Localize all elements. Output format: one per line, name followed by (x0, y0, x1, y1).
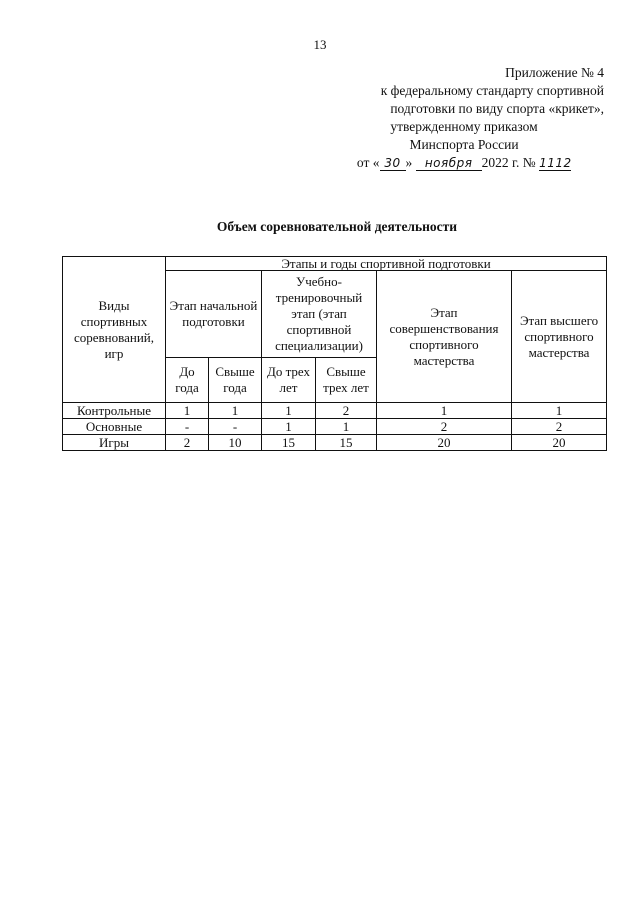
subheader-initial-over-year: Свыше года (209, 358, 262, 403)
date-mid: » (405, 155, 413, 170)
row-label: Контрольные (63, 403, 166, 419)
table-row (63, 435, 607, 451)
appendix-line: к федеральному стандарту спортивной (380, 83, 604, 98)
document-title: Объем соревновательной деятельности (216, 219, 458, 234)
row-label: Игры (63, 435, 166, 451)
date-year: 2022 г. № (481, 155, 536, 170)
table-row (63, 403, 607, 419)
table-cell: 10 (209, 435, 262, 451)
subheader-training-over-three: Свыше трех лет (316, 358, 377, 403)
header-competition-kinds: Виды спортивных соревнований, игр (63, 257, 166, 403)
header-stages: Этапы и годы спортивной подготовки (166, 257, 607, 271)
competition-volume-table (62, 256, 607, 451)
table-cell: 2 (512, 419, 607, 435)
header-stage-improvement: Этап совершенствования спортивного мастерства (377, 271, 512, 403)
table-cell: 1 (512, 403, 607, 419)
table-cell: 1 (166, 403, 209, 419)
subheader-training-up-to-three: До трех лет (262, 358, 316, 403)
appendix-title: Приложение № 4 (505, 65, 604, 80)
appendix-block (304, 64, 604, 172)
table-cell: 1 (316, 419, 377, 435)
table-row (63, 419, 607, 435)
handwritten-day: 30 (380, 157, 406, 171)
header-stage-higher: Этап высшего спортивного мастерства (512, 271, 607, 403)
handwritten-month: ноября (416, 157, 482, 171)
table-cell: - (209, 419, 262, 435)
header-stage-training: Учебно-тренировочный этап (этап спортивной специализации) (262, 271, 377, 358)
appendix-line: утвержденному приказом (390, 119, 538, 134)
appendix-line: Минспорта России (409, 137, 519, 152)
table-cell: 1 (209, 403, 262, 419)
table-cell: 15 (316, 435, 377, 451)
table-cell: 1 (262, 419, 316, 435)
table-cell: 20 (512, 435, 607, 451)
handwritten-number: 1112 (539, 156, 572, 170)
table-cell: 2 (316, 403, 377, 419)
date-prefix: от « (356, 155, 380, 170)
page-number: 13 (313, 37, 327, 52)
appendix-line: подготовки по виду спорта «крикет», (390, 101, 604, 116)
table-cell: 2 (166, 435, 209, 451)
table-cell: 20 (377, 435, 512, 451)
subheader-initial-first-year: До года (166, 358, 209, 403)
table-cell: 15 (262, 435, 316, 451)
header-stage-initial: Этап начальной подготовки (166, 271, 262, 358)
appendix-date-line (304, 154, 604, 172)
row-label: Основные (63, 419, 166, 435)
table-cell: 2 (377, 419, 512, 435)
table-cell: 1 (262, 403, 316, 419)
table-cell: - (166, 419, 209, 435)
table-cell: 1 (377, 403, 512, 419)
